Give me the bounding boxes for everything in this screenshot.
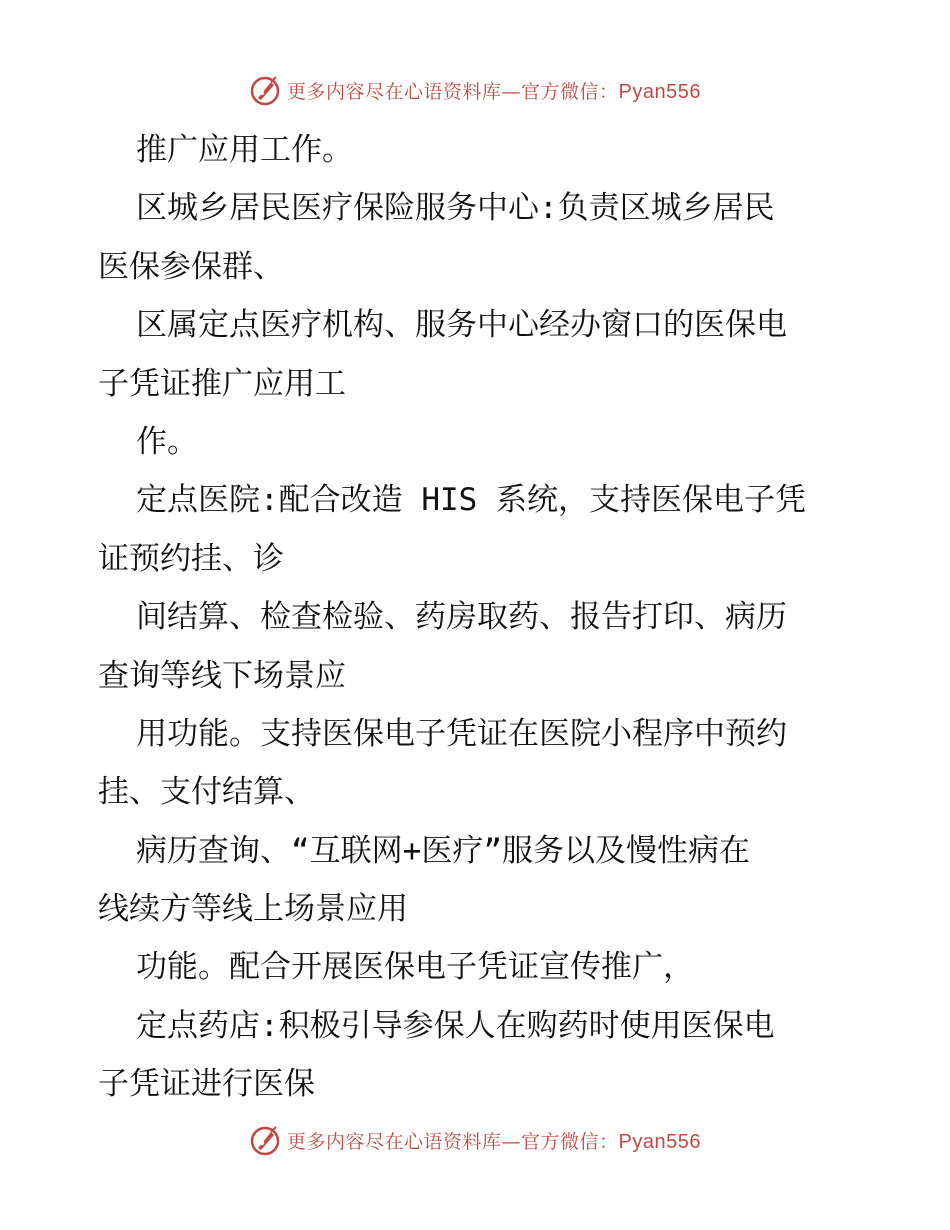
text-line: 病历查询、“互联网+医疗”服务以及慢性病在 (136, 832, 750, 869)
banner-text: 更多内容尽在心语资料库—官方微信：Pyan556 (287, 1130, 701, 1153)
text-line: 线续方等线上场景应用 (98, 891, 408, 928)
text-line: 证预约挂、诊 (98, 540, 284, 577)
text-line: 子凭证进行医保 (98, 1066, 315, 1103)
text-line: 用功能。支持医保电子凭证在医院小程序中预约 (136, 715, 787, 752)
banner-text: 更多内容尽在心语资料库—官方微信：Pyan556 (287, 80, 701, 103)
text-line: 区城乡居民医疗保险服务中心:负责区城乡居民 (136, 190, 775, 227)
text-line: 推广应用工作。 (136, 132, 353, 168)
text-line: 作。 (136, 423, 198, 460)
text-line: 区属定点医疗机构、服务中心经办窗口的医保电 (136, 307, 787, 344)
header-banner (0, 70, 950, 110)
footer-banner (0, 1120, 950, 1160)
document-body (98, 121, 858, 1114)
text-line: 定点药店:积极引导参保人在购药时使用医保电 (136, 1007, 775, 1044)
text-line: 医保参保群、 (98, 248, 284, 285)
text-line: 定点医院:配合改造 HIS 系统，支持医保电子凭 (136, 482, 806, 519)
text-line: 子凭证推广应用工 (98, 365, 346, 402)
text-line: 间结算、检查检验、药房取药、报告打印、病历 (136, 599, 787, 636)
text-line: 挂、支付结算、 (98, 774, 315, 811)
quill-logo-icon (249, 1124, 281, 1156)
quill-logo-icon (249, 74, 281, 106)
text-line: 功能。配合开展医保电子凭证宣传推广， (136, 949, 694, 986)
text-line: 查询等线下场景应 (98, 657, 346, 694)
